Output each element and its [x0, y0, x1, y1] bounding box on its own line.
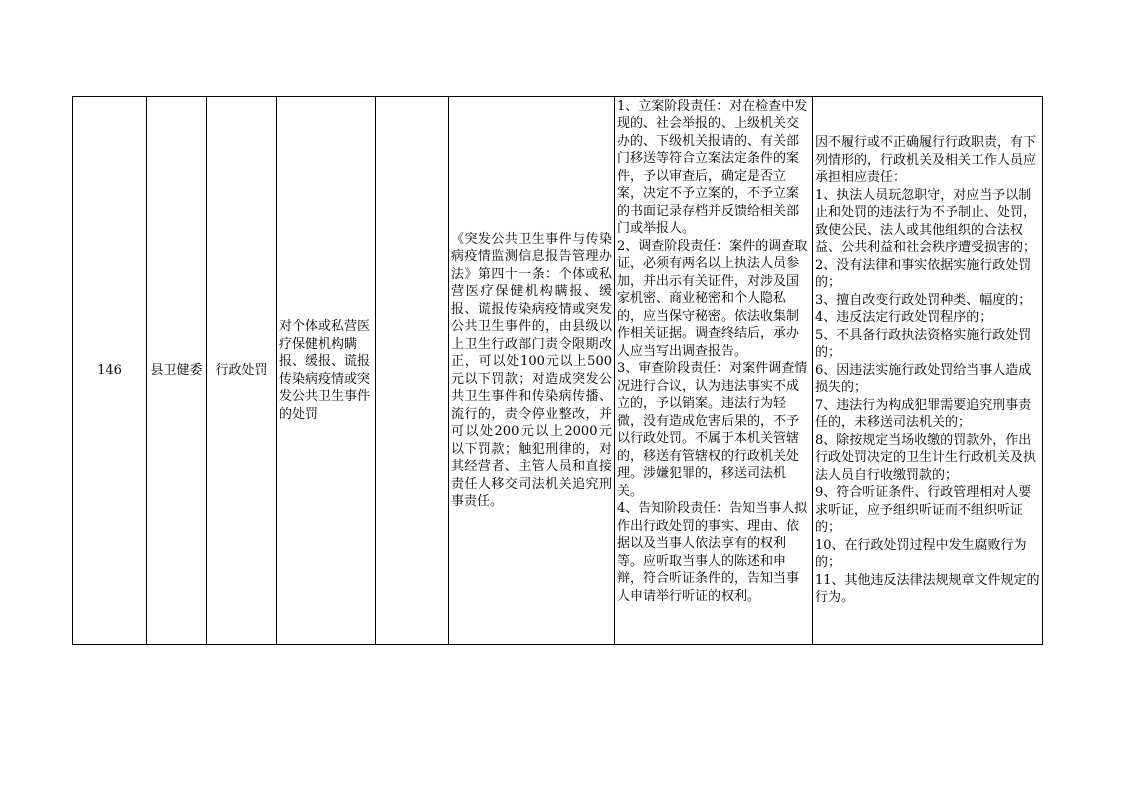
accountability-item: 10、在行政处罚过程中发生腐败行为的； — [815, 537, 1027, 571]
power-type-cell: 行政处罚 — [207, 97, 277, 645]
accountability-item: 4、违反法定行政处罚程序的； — [815, 310, 993, 326]
responsibility-text — [617, 98, 810, 644]
accountability-item: 7、违法行为构成犯罪需要追究刑事责任的，未移送司法机关的； — [815, 397, 1032, 431]
responsibility-item: 3、审查阶段责任：对案件调查情况进行合议，认为违法事实不成立的，予以销案。违法行为轻微，没有造成危害后果的，不予以行政处罚。不属于本机关管辖的，移送有管辖权的行政机关处理。涉嫌犯罪的，移送司法机关。 — [617, 361, 808, 499]
accountability-item: 2、没有法律和事实依据实施行政处罚的； — [815, 257, 1032, 291]
accountability-item: 6、因违法实施行政处罚给当事人造成损失的； — [815, 362, 1032, 396]
accountability-item: 5、不具备行政执法资格实施行政处罚的； — [815, 327, 1032, 361]
sub-item-cell — [376, 97, 449, 645]
table-row — [73, 97, 1043, 645]
legal-basis-cell: 《突发公共卫生事件与传染病疫情监测信息报告管理办法》第四十一条：个体或私营医疗保健机构瞒报、缓报、谎报传染病疫情或突发公共卫生事件的，由县级以上卫生行政部门责令限期改正，可以处100元以上500元以下罚款；对造成突发公共卫生事件和传染病传播、流行的，责令停业整改，并可以处200元以上2000元以下罚款；触犯刑律的，对其经营者、主管人员和直接责任人移交司法机关追究刑事责任。 — [449, 97, 615, 645]
power-list-table — [72, 96, 1043, 645]
row-number: 146 — [73, 97, 147, 645]
accountability-cell — [813, 97, 1043, 645]
accountability-item: 11、其他违反法律法规规章文件规定的行为。 — [815, 572, 1040, 606]
department-cell: 县卫健委 — [147, 97, 207, 645]
accountability-intro: 因不履行或不正确履行行政职责，有下列情形的，行政机关及相关工作人员应承担相应责任： — [815, 135, 1037, 186]
responsibility-item: 2、调查阶段责任：案件的调查取证，必须有两名以上执法人员参加，并出示有关证件，对涉及国家机密、商业秘密和个人隐私的，应当保守秘密。依法收集制作相关证据。调查终结后，承办人应当写出调查报告。 — [617, 238, 808, 359]
accountability-item: 3、擅自改变行政处罚种类、幅度的； — [815, 292, 1032, 308]
responsibility-cell — [615, 97, 813, 645]
responsibility-item: 4、告知阶段责任：告知当事人拟作出行政处罚的事实、理由、依据以及当事人依法享有的权利等。应听取当事人的陈述和申辩，符合听证条件的，告知当事人申请举行听证的权利。 — [617, 501, 808, 604]
accountability-item: 9、符合听证条件、行政管理相对人要求听证，应予组织听证而不组织听证的； — [815, 485, 1032, 536]
accountability-item: 1、执法人员玩忽职守，对应当予以制止和处罚的违法行为不予制止、处罚，致使公民、法人或其他组织的合法权益、公共利益和社会秩序遭受损害的； — [815, 187, 1037, 256]
accountability-item: 8、除按规定当场收缴的罚款外，作出行政处罚决定的卫生计生行政机关及执法人员自行收缴罚款的； — [815, 432, 1037, 483]
responsibility-item: 1、立案阶段责任：对在检查中发现的、社会举报的、上级机关交办的、下级机关报请的、有关部门移送等符合立案法定条件的案件，予以审查后，确定是否立案，决定不予立案的，不予立案的书面记录存档并反馈给相关部门或举报人。 — [617, 98, 808, 236]
item-name-cell: 对个体或私营医疗保健机构瞒报、缓报、谎报传染病疫情或突发公共卫生事件的处罚 — [277, 97, 376, 645]
